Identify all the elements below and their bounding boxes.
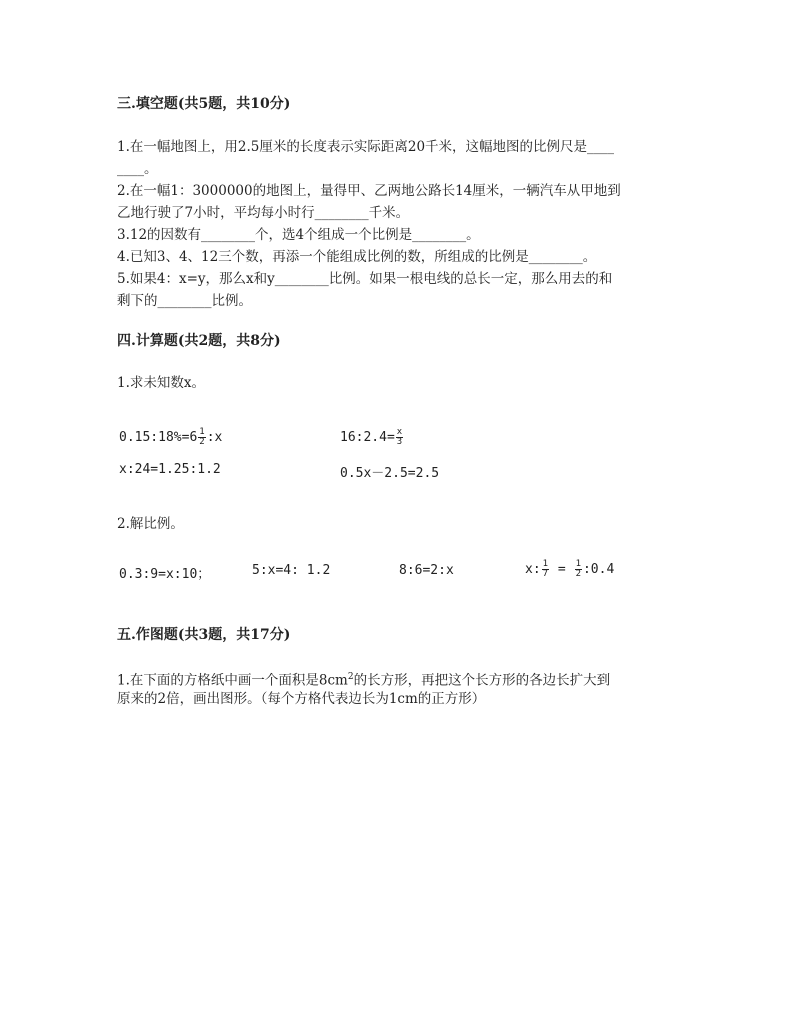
equation-2: 16:2.4= $\frac{x}{3}$ bbox=[340, 427, 403, 447]
fraction: $\frac{1}{7}$ bbox=[542, 559, 549, 579]
proportion-2: 5:x=4: 1.2 bbox=[252, 563, 331, 578]
proportion-1: 0.3:9=x:10； bbox=[119, 567, 211, 582]
section-3-title: 三.填空题(共5题，共10分) bbox=[117, 96, 291, 112]
section-4-title: 四.计算题(共2题，共8分) bbox=[117, 333, 281, 349]
fill-question-4: 4.已知3、4、12三个数，再添一个能组成比例的数，所组成的比例是________。 bbox=[117, 249, 597, 265]
fill-question-1: 1.在一幅地图上，用2.5厘米的长度表示实际距离20千米，这幅地图的比例尺是____ bbox=[117, 139, 615, 155]
section-5-title: 五.作图题(共3题，共17分) bbox=[117, 627, 291, 643]
proportion-3: 8:6=2:x bbox=[399, 563, 454, 578]
fill-question-2-line2: 乙地行驶了7小时，平均每小时行________千米。 bbox=[117, 205, 410, 221]
fill-question-5-line1: 5.如果4：x=y，那么x和y________比例。如果一根电线的总长一定，那么用去的和 bbox=[117, 271, 613, 287]
fraction: $\frac{x}{3}$ bbox=[396, 427, 403, 447]
proportion-4: x: $\frac{1}{7}$ = $\frac{1}{2}$ :0.4 bbox=[525, 559, 615, 579]
calc-question-1-label: 1.求未知数x。 bbox=[117, 375, 205, 391]
fraction: $\frac{1}{2}$ bbox=[575, 559, 581, 579]
fill-question-3: 3.12的因数有________个，选4个组成一个比例是________。 bbox=[117, 227, 480, 243]
fraction: $\frac{1}{2}$ bbox=[199, 427, 205, 447]
equation-1: 0.15:18%=6 $\frac{1}{2}$ :x bbox=[119, 427, 223, 447]
drawing-question-1-line2: 原来的2倍，画出图形。（每个方格代表边长为1cm的正方形） bbox=[117, 691, 486, 707]
drawing-question-1-line1: 1.在下面的方格纸中画一个面积是$8cm^2$的长方形，再把这个长方形的各边长扩大到 bbox=[117, 672, 611, 689]
fill-question-2-line1: 2.在一幅1：3000000的地图上，量得甲、乙两地公路长14厘米，一辆汽车从甲地到 bbox=[117, 183, 621, 199]
calc-question-2-label: 2.解比例。 bbox=[117, 516, 184, 532]
fill-question-1-cont: ____。 bbox=[117, 161, 158, 177]
equation-3: x:24=1.25:1.2 bbox=[119, 462, 221, 477]
fill-question-5-line2: 剩下的________比例。 bbox=[117, 293, 252, 309]
equation-4: 0.5x－2.5=2.5 bbox=[340, 466, 440, 481]
